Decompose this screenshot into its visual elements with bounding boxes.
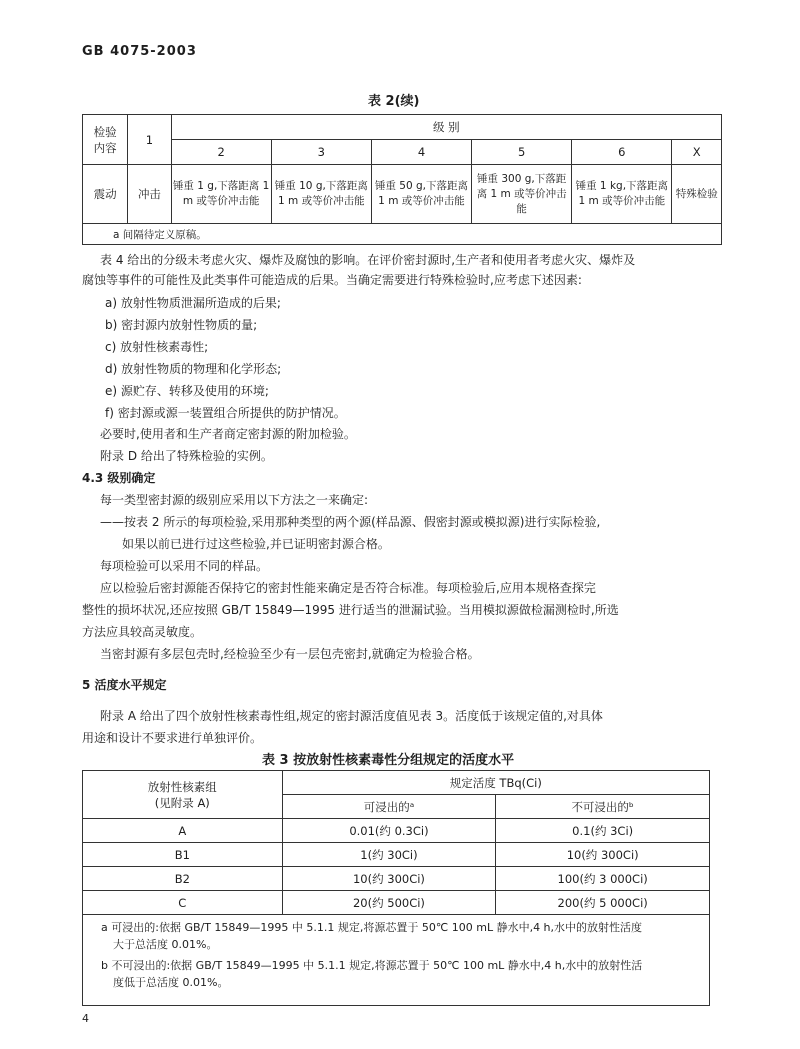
table3-cell-leach: 20(约 500Ci) <box>282 891 496 915</box>
table2-head-left-line1: 检验 <box>93 124 117 139</box>
table2-footnote: a 间隔待定义原稿。 <box>83 224 722 245</box>
table3-footnotes <box>83 915 710 1006</box>
table2-head-left <box>83 115 128 165</box>
paragraph: 腐蚀等事件的可能性及此类事件可能造成的后果。当确定需要进行特殊检验时,应考虑下述因素: <box>82 273 582 287</box>
table2-cell: 锤重 1 g,下落距离 1 m 或等价冲击能 <box>171 165 271 224</box>
table3-cell-group: A <box>83 819 283 843</box>
table-row <box>83 867 710 891</box>
paragraph: 表 4 给出的分级未考虑火灾、爆炸及腐蚀的影响。在评价密封源时,生产者和使用者考虑火灾、爆炸及 <box>100 253 636 267</box>
table2-row-sublabel: 冲击 <box>128 165 171 224</box>
table3-cell-noleach: 10(约 300Ci) <box>496 843 710 867</box>
table3-footnote-a-line1: a 可浸出的:依据 GB/T 15849—1995 中 5.1.1 规定,将源芯置于 50℃ 100 mL 静水中,4 h,水中的放射性活度 <box>101 921 643 934</box>
table2-cell: 特殊检验 <box>672 165 722 224</box>
table2-cell: 锤重 1 kg,下落距离 1 m 或等价冲击能 <box>572 165 672 224</box>
section-heading: 4.3 级别确定 <box>82 471 156 485</box>
table3-footnote-a-line2: 大于总活度 0.01%。 <box>113 938 218 951</box>
table2 <box>82 114 722 245</box>
table3-cell-group: B2 <box>83 867 283 891</box>
table2-cell: 锤重 300 g,下落距离 1 m 或等价冲击能 <box>472 165 572 224</box>
table3-cell-leach: 1(约 30Ci) <box>282 843 496 867</box>
table3-cell-leach: 10(约 300Ci) <box>282 867 496 891</box>
paragraph: 每一类型密封源的级别应采用以下方法之一来确定: <box>100 493 369 507</box>
table-row <box>83 843 710 867</box>
table2-head-group: 级 别 <box>171 115 721 140</box>
table3-head-noleach: 不可浸出的ᵇ <box>496 795 710 819</box>
paragraph: 当密封源有多层包壳时,经检验至少有一层包壳密封,就确定为检验合格。 <box>100 647 480 661</box>
list-item: f) 密封源或源一装置组合所提供的防护情况。 <box>105 406 346 420</box>
table3-cell-leach: 0.01(约 0.3Ci) <box>282 819 496 843</box>
table2-grade-x: X <box>672 140 722 165</box>
table3-caption: 表 3 按放射性核素毒性分组规定的活度水平 <box>262 753 515 768</box>
paragraph: 用途和设计不要求进行单独评价。 <box>82 731 263 745</box>
list-item: c) 放射性核素毒性; <box>105 340 209 354</box>
section-heading: 5 活度水平规定 <box>82 678 167 692</box>
list-item: d) 放射性物质的物理和化学形态; <box>105 362 282 376</box>
paragraph: 附录 A 给出了四个放射性核素毒性组,规定的密封源活度值见表 3。活度低于该规定值的,对具体 <box>100 709 603 723</box>
paragraph: 如果以前已进行过这些检验,并已证明密封源合格。 <box>122 537 390 551</box>
table-row <box>83 819 710 843</box>
table3-head-activity: 规定活度 TBq(Ci) <box>282 771 709 795</box>
table2-grade-6: 6 <box>572 140 672 165</box>
table3-head-leach: 可浸出的ᵃ <box>282 795 496 819</box>
table2-grade-4: 4 <box>371 140 471 165</box>
table3-cell-noleach: 200(约 5 000Ci) <box>496 891 710 915</box>
table3 <box>82 770 710 1006</box>
list-item: b) 密封源内放射性物质的量; <box>105 318 258 332</box>
table2-grade-5: 5 <box>472 140 572 165</box>
paragraph: 附录 D 给出了特殊检验的实例。 <box>100 449 273 463</box>
table2-head-left-line2: 内容 <box>93 140 117 155</box>
paragraph: 必要时,使用者和生产者商定密封源的附加检验。 <box>100 427 356 441</box>
table2-row-label: 震动 <box>83 165 128 224</box>
table2-cell: 锤重 10 g,下落距离 1 m 或等价冲击能 <box>271 165 371 224</box>
paragraph: ——按表 2 所示的每项检验,采用那种类型的两个源(样品源、假密封源或模拟源)进行实际检验, <box>100 515 601 529</box>
table2-grade-3: 3 <box>271 140 371 165</box>
table3-head-group-line2: (见附录 A) <box>154 795 210 810</box>
table3-head-group <box>83 771 283 819</box>
paragraph: 应以检验后密封源能否保持它的密封性能来确定是否符合标准。每项检验后,应用本规格查探完 <box>100 581 596 595</box>
table2-grade-2: 2 <box>171 140 271 165</box>
table3-cell-noleach: 0.1(约 3Ci) <box>496 819 710 843</box>
table2-cell: 锤重 50 g,下落距离 1 m 或等价冲击能 <box>371 165 471 224</box>
paragraph: 每项检验可以采用不同的样品。 <box>100 559 269 573</box>
page-number: 4 <box>82 1012 89 1025</box>
table2-head-grade-1: 1 <box>128 115 171 165</box>
table-row <box>83 891 710 915</box>
table3-cell-group: C <box>83 891 283 915</box>
table3-head-group-line1: 放射性核素组 <box>147 779 217 794</box>
paragraph: 整性的损坏状况,还应按照 GB/T 15849—1995 进行适当的泄漏试验。当用模拟源做检漏测检时,所选 <box>82 603 619 617</box>
page-header: GB 4075-2003 <box>82 44 197 59</box>
table3-footnote-b-line1: b 不可浸出的:依据 GB/T 15849—1995 中 5.1.1 规定,将源芯置于 50℃ 100 mL 静水中,4 h,水中的放射性活 <box>101 959 643 972</box>
table2-caption: 表 2(续) <box>368 94 420 109</box>
list-item: a) 放射性物质泄漏所造成的后果; <box>105 296 281 310</box>
list-item: e) 源贮存、转移及使用的环境; <box>105 384 269 398</box>
table3-footnote-b-line2: 度低于总活度 0.01%。 <box>113 976 229 989</box>
table3-cell-noleach: 100(约 3 000Ci) <box>496 867 710 891</box>
table3-cell-group: B1 <box>83 843 283 867</box>
paragraph: 方法应具较高灵敏度。 <box>82 625 203 639</box>
